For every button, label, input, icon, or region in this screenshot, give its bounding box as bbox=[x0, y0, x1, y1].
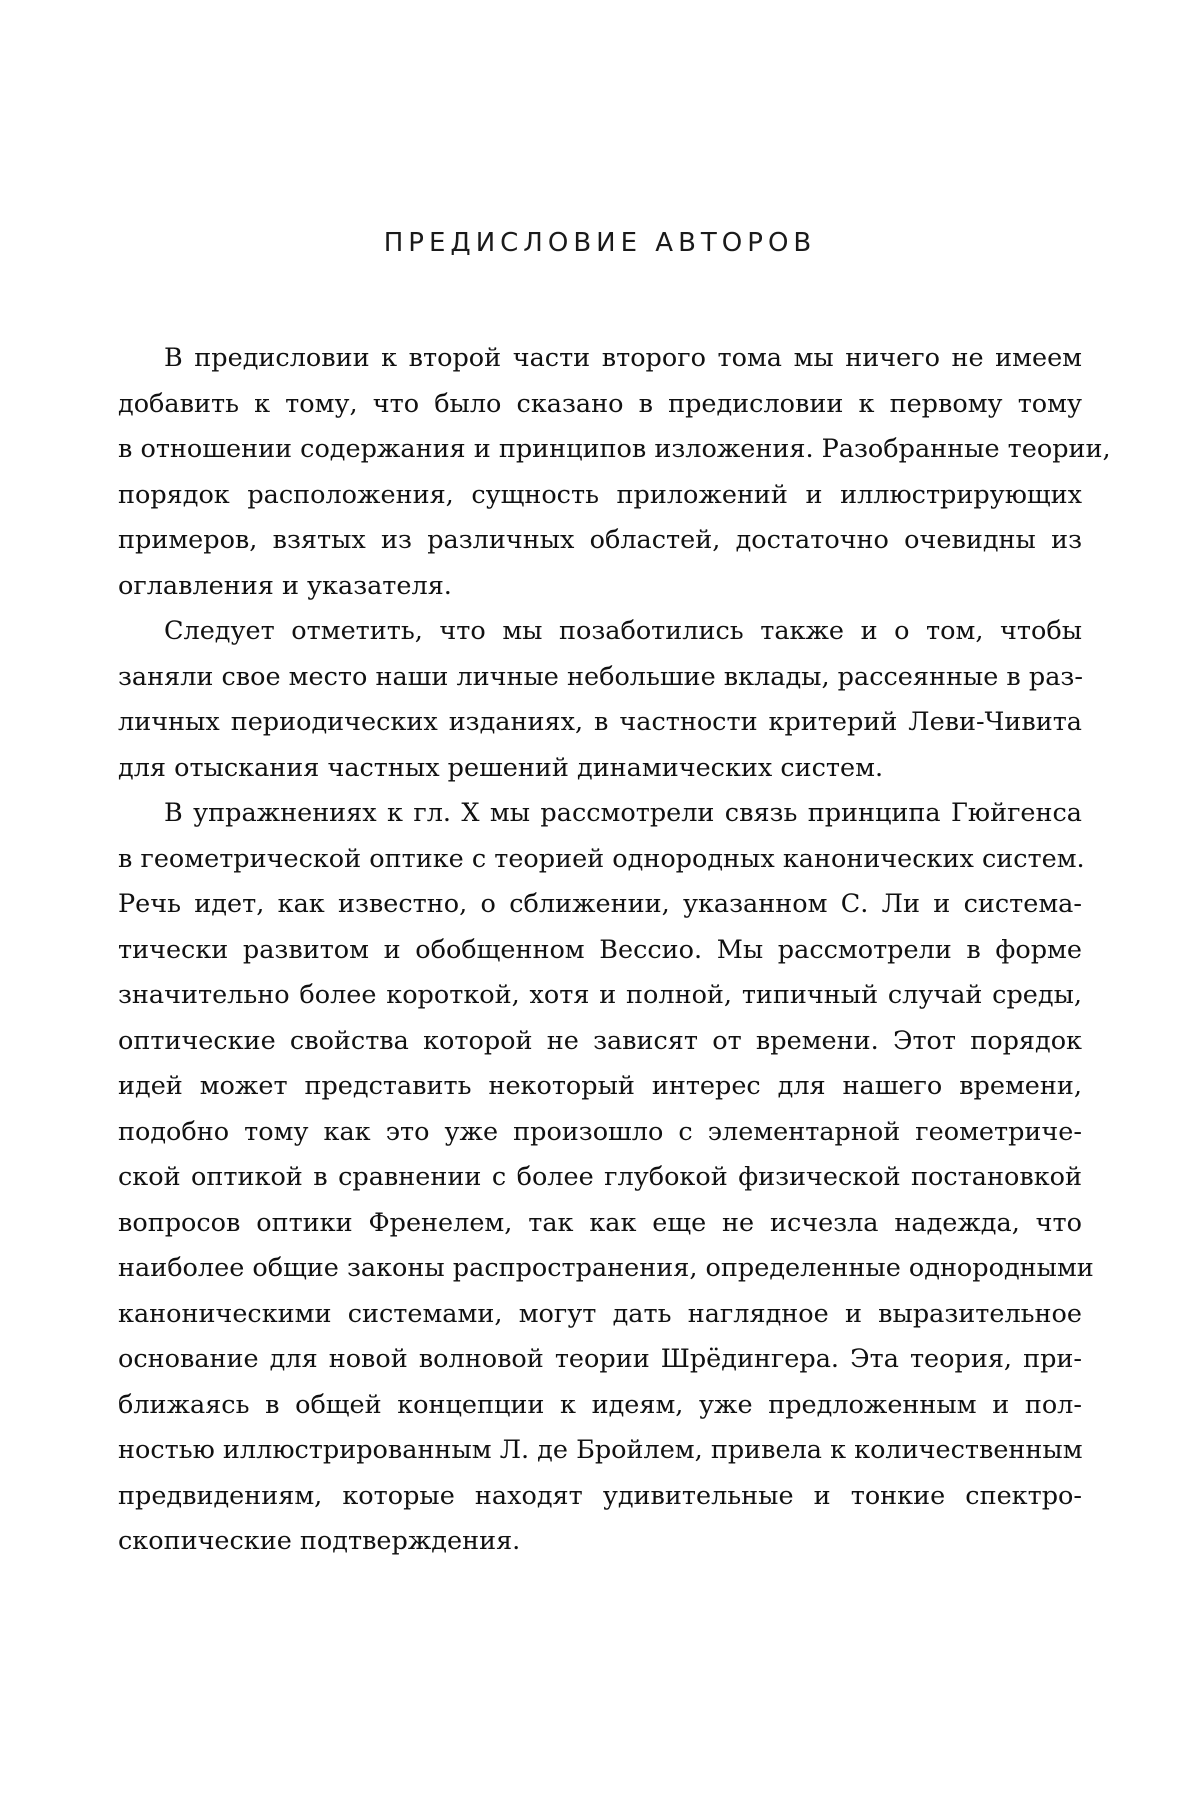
text-line: личных периодических изданиях, в частности критерий Леви-Чивита bbox=[118, 707, 1082, 737]
text-line: основание для новой волновой теории Шрёдингера. Эта теория, при- bbox=[118, 1344, 1082, 1374]
text-line: скопические подтверждения. bbox=[118, 1526, 521, 1556]
text-line: Следует отметить, что мы позаботились также и о том, чтобы bbox=[164, 616, 1082, 646]
paragraph-2 bbox=[118, 609, 1082, 791]
text-line: каноническими системами, могут дать наглядное и выразительное bbox=[118, 1298, 1082, 1329]
text-line: заняли свое место наши личные небольшие вклады, рассеянные в раз- bbox=[118, 661, 1083, 692]
text-line: ностью иллюстрированным Л. де Бройлем, привела к количественным bbox=[118, 1435, 1083, 1465]
text-line: добавить к тому, что было сказано в предисловии к первому тому bbox=[118, 388, 1082, 419]
page-title: ПРЕДИСЛОВИЕ АВТОРОВ bbox=[383, 228, 817, 258]
text-line: значительно более короткой, хотя и полной, типичный случай среды, bbox=[118, 980, 1082, 1010]
text-line: предвидениям, которые находят удивительные и тонкие спектро- bbox=[118, 1480, 1082, 1511]
body-text bbox=[118, 336, 1111, 1565]
text-line: оглавления и указателя. bbox=[118, 570, 452, 601]
text-line: в отношении содержания и принципов изложения. Разобранные теории, bbox=[118, 434, 1111, 464]
text-line: вопросов оптики Френелем, так как еще не исчезла надежда, что bbox=[118, 1207, 1082, 1238]
text-line: В предисловии к второй части второго тома мы ничего не имеем bbox=[164, 343, 1082, 373]
text-line: Речь идет, как известно, о сближении, указанном С. Ли и система- bbox=[118, 889, 1082, 919]
text-line: тически развитом и обобщенном Вессио. Мы рассмотрели в форме bbox=[118, 934, 1082, 965]
text-line: в геометрической оптике с теорией однородных канонических систем. bbox=[118, 843, 1085, 874]
text-line: примеров, взятых из различных областей, достаточно очевидны из bbox=[118, 525, 1082, 555]
text-line: В упражнениях к гл. X мы рассмотрели связь принципа Гюйгенса bbox=[164, 798, 1082, 828]
text-line: наиболее общие законы распространения, определенные однородными bbox=[118, 1253, 1094, 1283]
paragraph-1 bbox=[118, 336, 1111, 609]
text-line: ближаясь в общей концепции к идеям, уже предложенным и пол- bbox=[118, 1389, 1082, 1420]
text-line: подобно тому как это уже произошло с элементарной геометриче- bbox=[118, 1116, 1082, 1147]
text-line: для отыскания частных решений динамических систем. bbox=[118, 752, 884, 783]
paragraph-3 bbox=[118, 791, 1094, 1565]
text-line: порядок расположения, сущность приложений и иллюстрирующих bbox=[118, 479, 1082, 510]
text-line: ской оптикой в сравнении с более глубокой физической постановкой bbox=[118, 1162, 1082, 1192]
text-line: оптические свойства которой не зависят от времени. Этот порядок bbox=[118, 1025, 1082, 1056]
text-line: идей может представить некоторый интерес для нашего времени, bbox=[118, 1071, 1082, 1101]
